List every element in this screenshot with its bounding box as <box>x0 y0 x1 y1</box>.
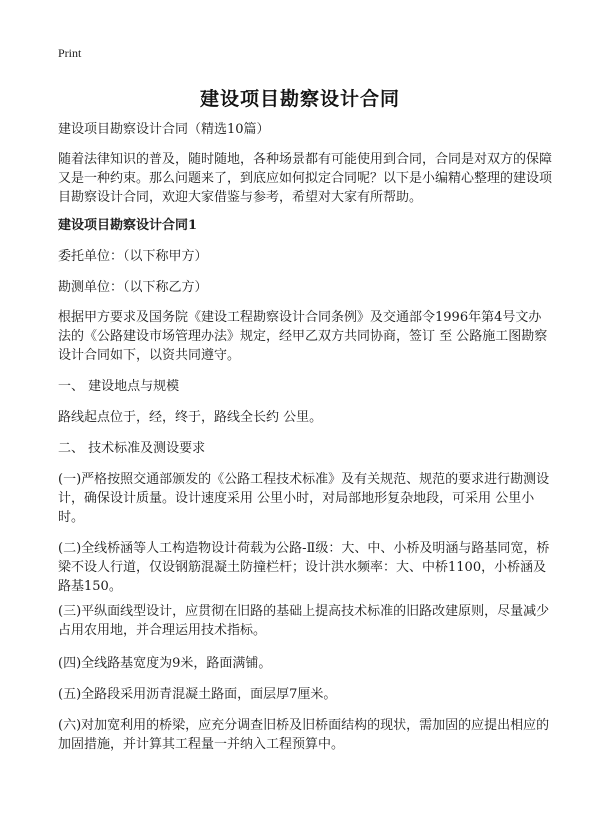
intro-paragraph: 随着法律知识的普及，随时随地，各种场景都有可能使用到合同，合同是对双方的保障又是一种约束。那么问题来了，到底应如何拟定合同呢？以下是小编精心整理的建设项目勘察设计合同，欢迎大家借鉴与参考，希望对大家有所帮助。 <box>58 152 553 205</box>
item2-heading: 二、 技术标准及测设要求 <box>58 441 206 456</box>
requirement-5: (五)全路段采用沥青混凝土路面，面层厚7厘米。 <box>58 687 337 702</box>
requirement-6: (六)对加宽利用的桥梁，应充分调查旧桥及旧桥面结构的现状，需加固的应提出相应的加固措施，并计算其工程量一并纳入工程预算中。 <box>58 718 550 752</box>
print-label: Print <box>58 46 82 60</box>
party-b-line: 勘测单位：（以下称乙方） <box>58 280 208 295</box>
document-title: 建设项目勘察设计合同 <box>199 88 400 110</box>
party-a-line: 委托单位：（以下称甲方） <box>58 249 208 264</box>
basis-paragraph: 根据甲方要求及国务院《建设工程勘察设计合同条例》及交通部令1996年第4号文办法的《公路建设市场管理办法》规定，经甲乙双方共同协商，签订 至 公路施工图勘察设计合同如下，以资共同遵守。 <box>58 310 548 363</box>
requirement-3: (三)平纵面线型设计，应贯彻在旧路的基础上提高技术标准的旧路改建原则，尽量减少占用农用地，并合理运用技术指标。 <box>58 604 550 638</box>
document-subtitle: 建设项目勘察设计合同（精选10篇） <box>58 122 270 137</box>
item1-text: 路线起点位于，经，终于，路线全长约 公里。 <box>58 410 323 425</box>
requirement-2: (二)全线桥涵等人工构造物设计荷载为公路-Ⅱ级：大、中、小桥及明涵与路基同宽，桥梁不设人行道，仅设钢筋混凝土防撞栏杆；设计洪水频率：大、中桥1100，小桥涵及路基150。 <box>58 541 550 594</box>
section1-heading: 建设项目勘察设计合同1 <box>58 218 198 233</box>
requirement-4: (四)全线路基宽度为9米，路面满铺。 <box>58 656 272 671</box>
requirement-1: (一)严格按照交通部颁发的《公路工程技术标准》及有关规范、规范的要求进行勘测设计，确保设计质量。设计速度采用 公里小时，对局部地形复杂地段，可采用 公里小时。 <box>58 472 550 525</box>
item1-heading: 一、 建设地点与规模 <box>58 379 180 394</box>
